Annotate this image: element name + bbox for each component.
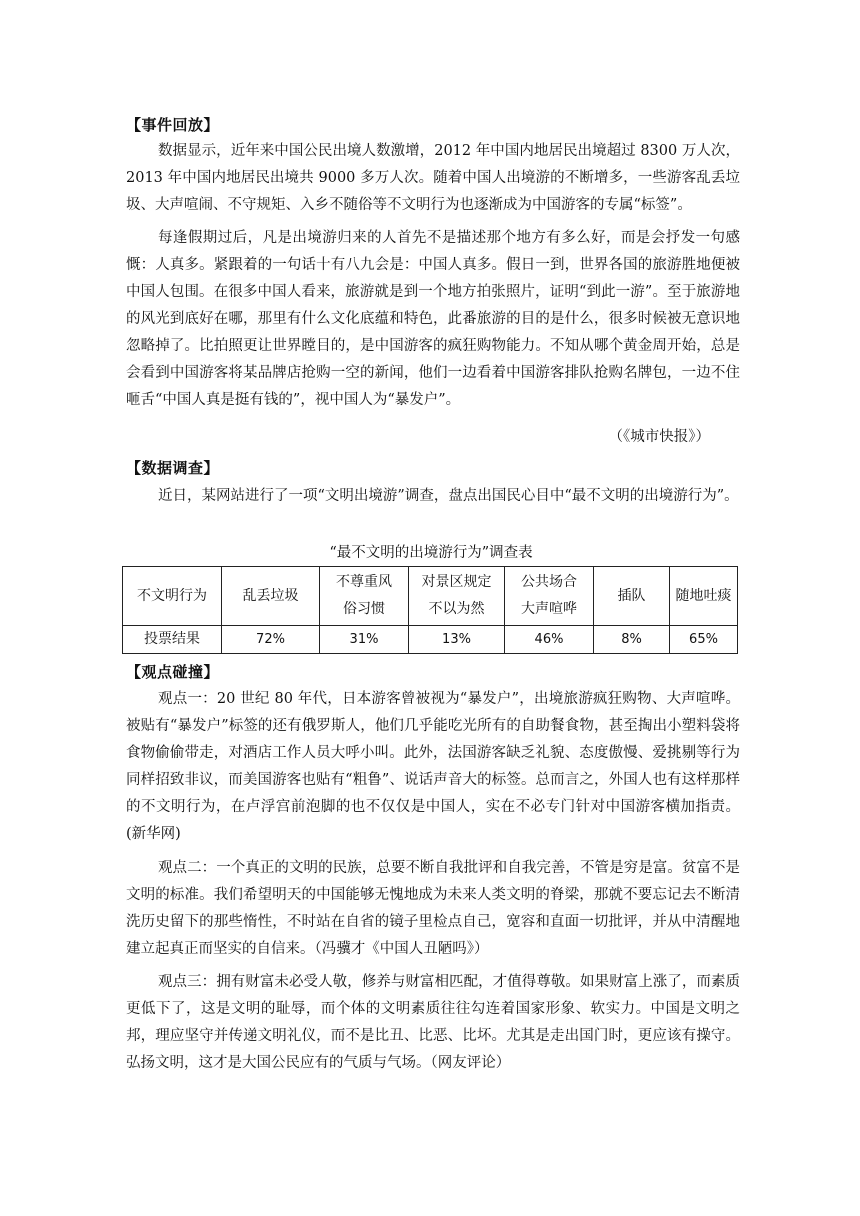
category-cell: 对景区规定 不以为然 (409, 567, 505, 626)
event-paragraph-2: 每逢假期过后，凡是出境游归来的人首先不是描述那个地方有多么好，而是会抒发一句感慨：人真多。紧跟着的一句话十有八九会是：中国人真多。假日一到，世界各国的旅游胜地便被中国人包围。在很多中国人看来，旅游就是到一个地方拍张照片，证明“到此一游”。至于旅游地的风光到底好在哪，那里有什么文化底蕴和特色，此番旅游的目的是什么，很多时候被无意识地忽略掉了。比拍照更让世界瞠目的，是中国游客的疯狂购物能力。不知从哪个黄金周开始，总是会看到中国游客将某品牌店抢购一空的新闻，他们一边看着中国游客排队抢购名牌包，一边不住咂舌“中国人真是挺有钱的”，视中国人为“暴发户”。 (126, 230, 740, 408)
result-cell: 8% (594, 626, 670, 654)
section-heading-event: 【事件回放】 (126, 116, 220, 134)
view-paragraph-1: 观点一：20 世纪 80 年代，日本游客曾被视为“暴发户”，出境旅游疯狂购物、大声喧哗。被贴有“暴发户”标签的还有俄罗斯人，他们几乎能吃光所有的自助餐食物，甚至掏出小塑料袋将食物偷偷带走，对酒店工作人员大呼小叫。此外，法国游客缺乏礼貌、态度傲慢、爱挑剔等行为同样招致非议，而美国游客也贴有“粗鲁”、说话声音大的标签。总而言之，外国人也有这样那样的不文明行为，在卢浮宫前泡脚的也不仅仅是中国人，实在不必专门针对中国游客横加指责。(新华网) (126, 691, 740, 842)
table-header-row (123, 567, 738, 626)
row-header-cell: 不文明行为 (123, 567, 222, 626)
section-heading-survey: 【数据调查】 (126, 459, 220, 477)
category-cell: 乱丢垃圾 (222, 567, 320, 626)
table-result-row (123, 626, 738, 654)
event-source: （《城市快报》） (608, 429, 710, 445)
result-cell: 31% (320, 626, 409, 654)
category-cell: 插队 (594, 567, 670, 626)
survey-table (122, 566, 738, 654)
result-cell: 13% (409, 626, 505, 654)
view-paragraph-2: 观点二：一个真正的文明的民族，总要不断自我批评和自我完善，不管是穷是富。贫富不是文明的标准。我们希望明天的中国能够无愧地成为未来人类文明的脊梁，那就不要忘记去不断清洗历史留下的那些惰性，不时站在自省的镜子里检点自己，宽容和直面一切批评，并从中清醒地建立起真正而坚实的自信来。（冯骥才《中国人丑陋吗》） (126, 860, 740, 957)
result-cell: 72% (222, 626, 320, 654)
category-cell: 随地吐痰 (670, 567, 738, 626)
survey-paragraph: 近日，某网站进行了一项“文明出境游”调查，盘点出国民心目中“最不文明的出境游行为”。 (158, 488, 739, 504)
section-heading-views: 【观点碰撞】 (126, 663, 220, 681)
result-label-cell: 投票结果 (123, 626, 222, 654)
result-cell: 65% (670, 626, 738, 654)
view-paragraph-3: 观点三：拥有财富未必受人敬，修养与财富相匹配，才值得尊敬。如果财富上涨了，而素质更低下了，这是文明的耻辱，而个体的文明素质往往勾连着国家形象、软实力。中国是文明之邦，理应坚守并传递文明礼仪，而不是比丑、比恶、比坏。尤其是走出国门时，更应该有操守。弘扬文明，这才是大国公民应有的气质与气场。（网友评论） (126, 974, 740, 1071)
event-paragraph-1: 数据显示，近年来中国公民出境人数激增，2012 年中国内地居民出境超过 8300 万人次，2013 年中国内地居民出境共 9000 多万人次。随着中国人出境游的不断增多，一些游客乱丢垃圾、大声喧闹、不守规矩、入乡不随俗等不文明行为也逐渐成为中国游客的专属“标签”。 (126, 143, 740, 213)
category-cell: 公共场合 大声喧哗 (505, 567, 594, 626)
category-cell: 不尊重风 俗习惯 (320, 567, 409, 626)
table-title: “最不文明的出境游行为”调查表 (329, 545, 533, 561)
result-cell: 46% (505, 626, 594, 654)
